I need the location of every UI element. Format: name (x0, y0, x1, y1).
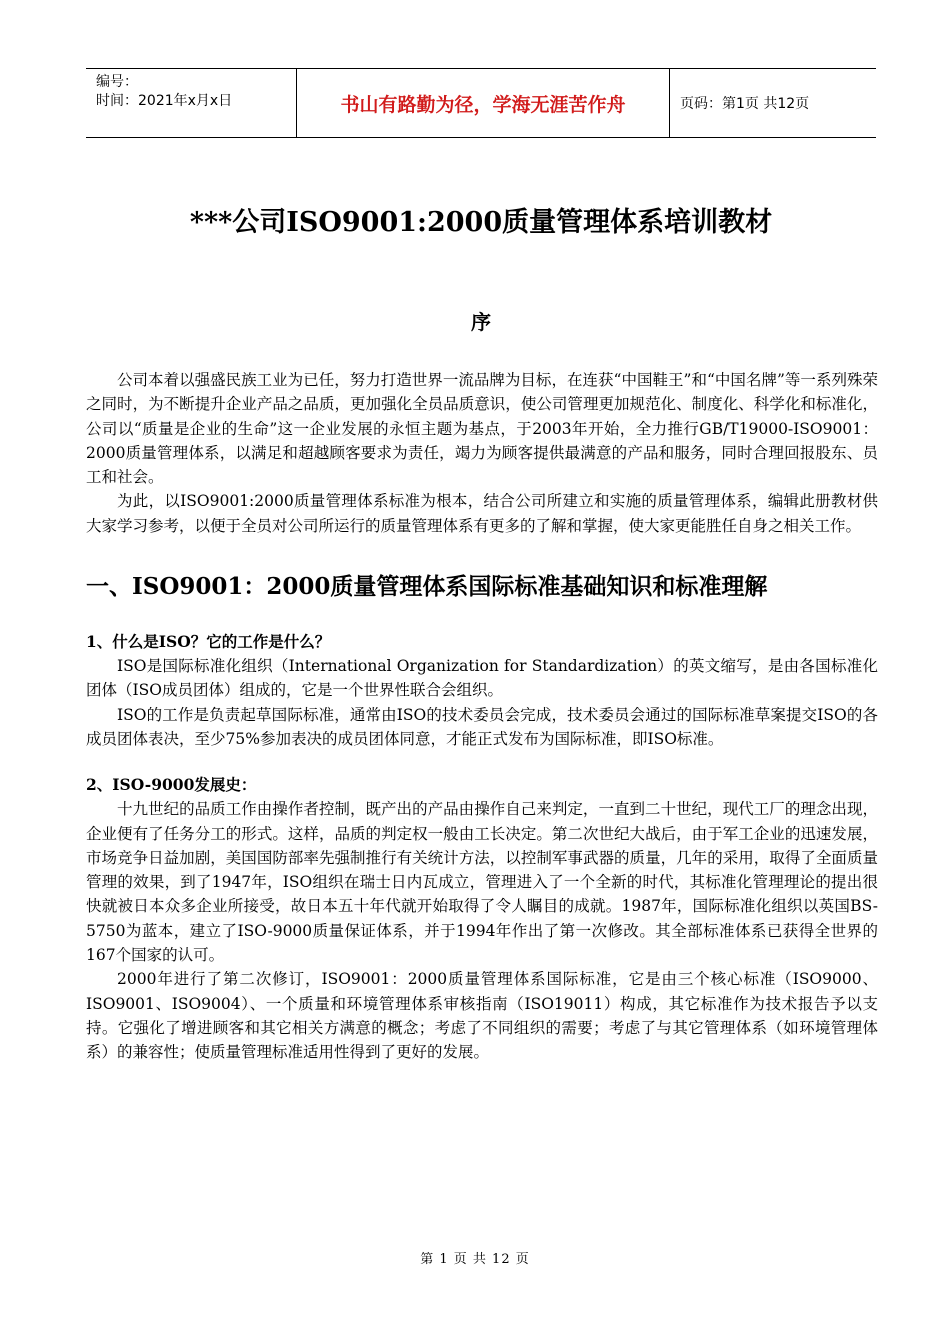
section-paragraph: ISO是国际标准化组织（International Organization for Standardization）的英文缩写，是由各国标准化团体（ISO成员团体）组成的，它是一个世界性联合会组织。 (86, 657, 878, 700)
preface-paragraph: 为此，以ISO9001:2000质量管理体系标准为根本，结合公司所建立和实施的质量管理体系，编辑此册教材供大家学习参考，以便于全员对公司所运行的质量管理体系有更多的了解和掌握，使大家更能胜任自身之相关工作。 (86, 492, 878, 535)
chapter-heading: 一、ISO9001：2000质量管理体系国际标准基础知识和标准理解 (86, 573, 768, 601)
document-date: 时间：2021年x月x日 (96, 93, 233, 109)
section-title: 1、什么是ISO？它的工作是什么？ (86, 632, 331, 652)
document-title: ***公司ISO9001:2000质量管理体系培训教材 (189, 207, 773, 238)
header-motto (297, 69, 670, 137)
section-paragraph: 2000年进行了第二次修订，ISO9001：2000质量管理体系国际标准，它是由三个核心标准（ISO9000、ISO9001、ISO9004）、一个质量和环境管理体系审核指南（ISO19011）构成，其它标准作为技术报告予以支持。它强化了增进顾客和其它相关方满意的概念；考虑了不同组织的需要；考虑了与其它管理体系（如环境管理体系）的兼容性；使质量管理标准适用性得到了更好的发展。 (86, 970, 878, 1062)
page-info-text: 页码：第1页 共12页 (680, 96, 810, 112)
section-paragraph: ISO的工作是负责起草国际标准，通常由ISO的技术委员会完成，技术委员会通过的国际标准草案提交ISO的各成员团体表决，至少75%参加表决的成员团体同意，才能正式发布为国际标准，即ISO标准。 (86, 705, 878, 748)
section-title: 2、ISO-9000发展史： (86, 775, 257, 795)
page-header (86, 68, 876, 138)
section-paragraph: 十九世纪的品质工作由操作者控制，既产出的产品由操作自己来判定，一直到二十世纪，现代工厂的理念出现，企业便有了任务分工的形式。这样，品质的判定权一般由工长决定。第二次世纪大战后，由于军工企业的迅速发展，市场竞争日益加剧，美国国防部率先强制推行有关统计方法，以控制军事武器的质量，几年的采用，取得了全面质量管理的效果，到了1947年，ISO组织在瑞士日内瓦成立，管理进入了一个全新的时代，其标准化管理理论的提出很快就被日本众多企业所接受，故日本五十年代就开始取得了令人瞩目的成就。1987年，国际标准化组织以英国BS-5750为蓝本，建立了ISO-9000质量保证体系，并于1994年作出了第一次修改。其全部标准体系已获得全世界的167个国家的认可。 (86, 800, 878, 965)
header-page-info (670, 69, 876, 137)
document-body (86, 368, 878, 1065)
motto-text: 书山有路勤为径，学海无涯苦作舟 (340, 93, 626, 116)
page-footer: 第 1 页 共 12 页 (420, 1252, 530, 1267)
header-meta (86, 69, 297, 137)
document-number-label: 编号： (96, 74, 138, 90)
preface-paragraph: 公司本着以强盛民族工业为已任，努力打造世界一流品牌为目标，在连获“中国鞋王”和“中国名牌”等一系列殊荣之同时，为不断提升企业产品之品质，更加强化全员品质意识，使公司管理更加规范化、制度化、科学化和标准化，公司以“质量是企业的生命”这一企业发展的永恒主题为基点，于2003年开始，全力推行GB/T19000-ISO9001：2000质量管理体系，以满足和超越顾客要求为责任，竭力为顾客提供最满意的产品和服务，同时合理回报股东、员工和社会。 (86, 371, 878, 487)
preface-heading: 序 (471, 310, 491, 334)
